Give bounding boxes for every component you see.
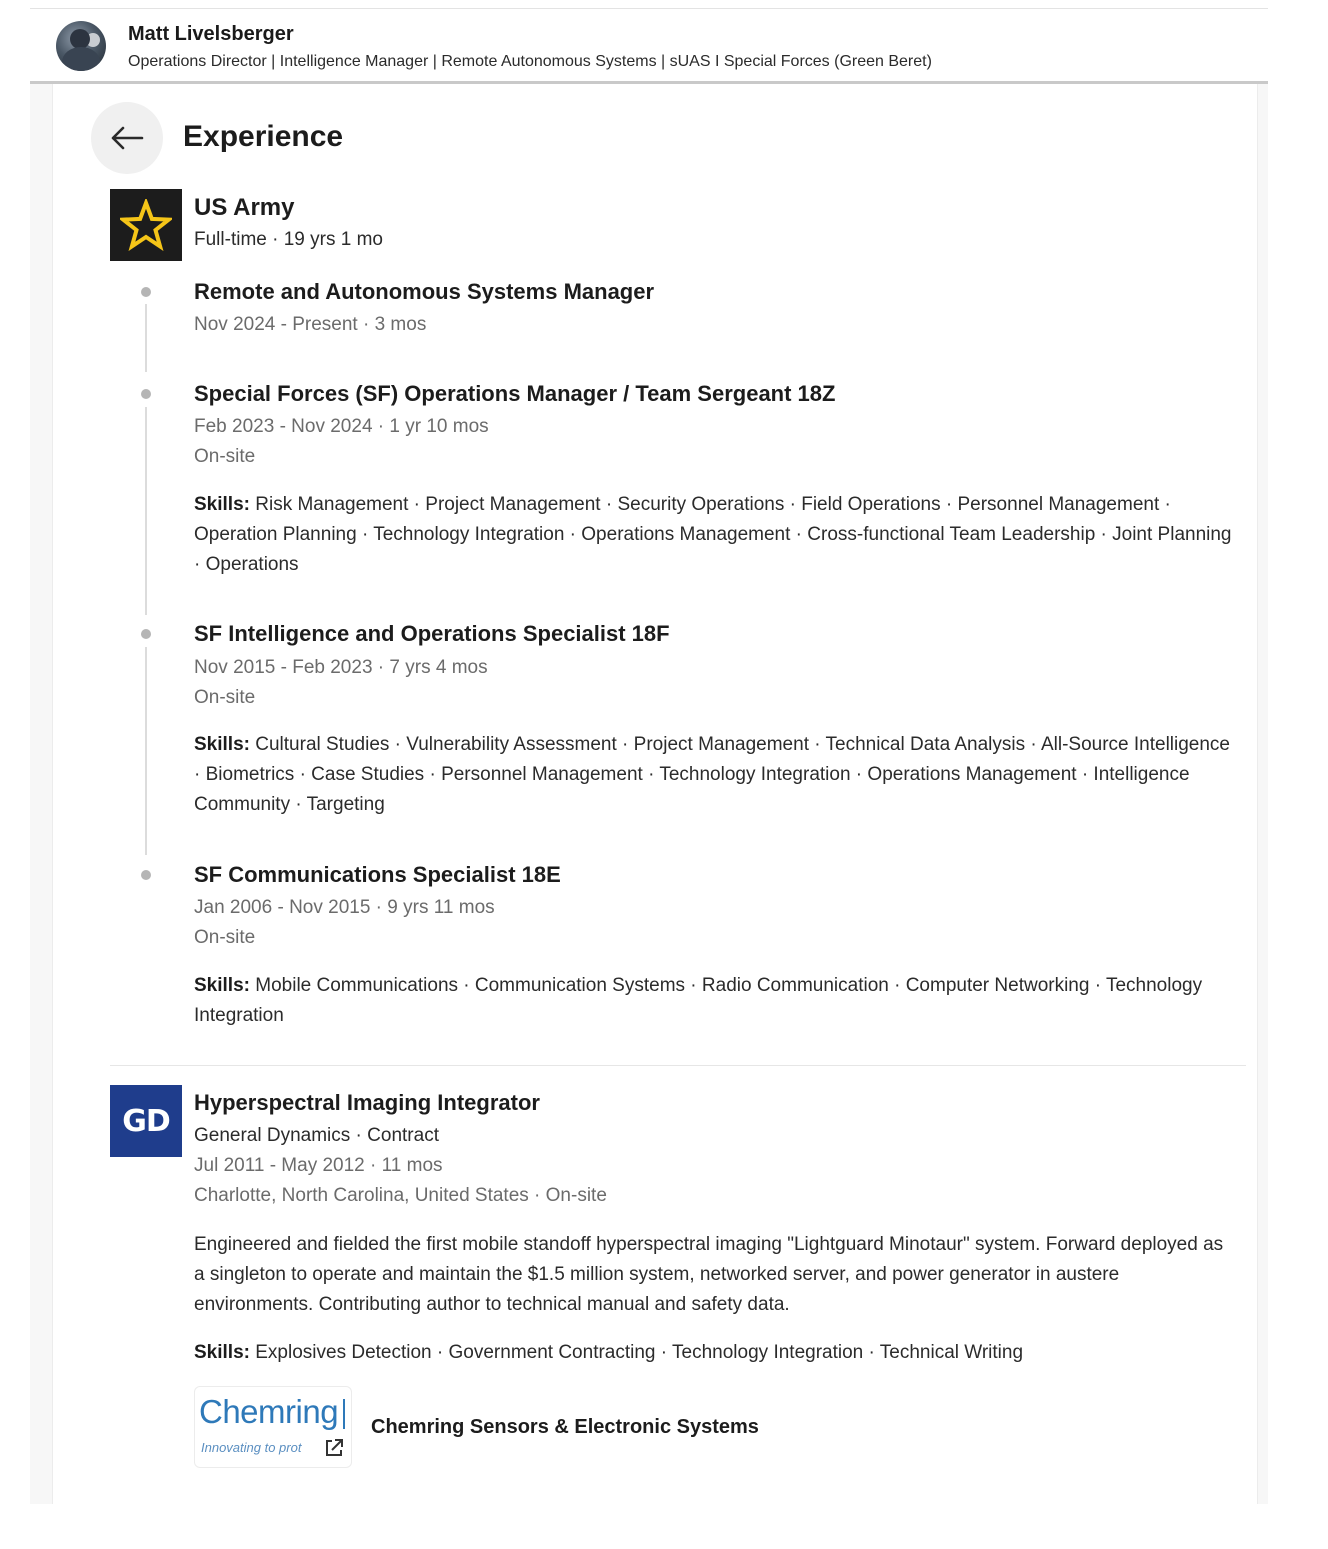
timeline-dot — [141, 629, 151, 639]
timeline-line — [145, 407, 147, 615]
skills-list: Mobile Communications · Communication Systems · Radio Communication · Computer Networking · Technology Integration — [194, 975, 1203, 1026]
divider — [110, 1065, 1246, 1066]
role-title: SF Intelligence and Operations Specialist 18F — [194, 621, 670, 646]
gd-logo-text: GD — [122, 1103, 170, 1139]
role-dates: Nov 2024 - Present · 3 mos — [194, 314, 427, 335]
profile-name[interactable]: Matt Livelsberger — [128, 23, 294, 45]
media-thumbnail[interactable] — [194, 1386, 352, 1468]
star-icon — [120, 199, 172, 251]
company-name-us-army[interactable]: US Army — [194, 194, 295, 221]
external-link-icon — [323, 1437, 345, 1459]
company-meta-us-army: Full-time · 19 yrs 1 mo — [194, 229, 383, 250]
role-description: Engineered and fielded the first mobile standoff hyperspectral imaging "Lightguard Minotaur" system. Forward deployed as a singleton to operate and maintain the $1.5 million system, networked server, and power generator in austere environments. Contributing author to technical manual and safety data. — [194, 1234, 1224, 1315]
role-dates: Nov 2015 - Feb 2023 · 7 yrs 4 mos — [194, 657, 488, 678]
general-dynamics-logo[interactable] — [110, 1085, 182, 1157]
avatar[interactable] — [56, 21, 106, 71]
role-skills — [194, 730, 1234, 820]
us-army-logo[interactable] — [110, 189, 182, 261]
role-title: Special Forces (SF) Operations Manager / Team Sergeant 18Z — [194, 381, 836, 406]
role-location: On-site — [194, 927, 256, 948]
chemring-logo-bar — [343, 1399, 345, 1429]
role-location: On-site — [194, 446, 256, 467]
role-dates: Feb 2023 - Nov 2024 · 1 yr 10 mos — [194, 416, 489, 437]
role-dates: Jan 2006 - Nov 2015 · 9 yrs 11 mos — [194, 897, 495, 918]
timeline-dot — [141, 389, 151, 399]
company-name-general-dynamics[interactable]: General Dynamics · Contract — [194, 1125, 439, 1146]
section-title: Experience — [183, 120, 344, 153]
role-skills — [194, 1338, 1234, 1368]
skills-label: Skills: — [194, 1342, 250, 1363]
role-location: On-site — [194, 687, 256, 708]
profile-headline: Operations Director | Intelligence Manager | Remote Autonomous Systems | sUAS I Special Forces (Green Beret) — [128, 53, 932, 70]
timeline-dot — [141, 870, 151, 880]
skills-list: Risk Management · Project Management · Security Operations · Field Operations · Personnel Management · Operation Planning · Technology Integration · Operations Management · Cross-functional Team Leadership · Joint Planning · Operations — [194, 494, 1232, 575]
skills-label: Skills: — [194, 494, 250, 515]
role-skills — [194, 490, 1234, 580]
role-title: SF Communications Specialist 18E — [194, 862, 561, 887]
timeline-line — [145, 304, 147, 372]
media-title[interactable]: Chemring Sensors & Electronic Systems — [371, 1416, 759, 1438]
role-location: Charlotte, North Carolina, United States · On-site — [194, 1185, 607, 1206]
skills-label: Skills: — [194, 734, 250, 755]
role-title: Hyperspectral Imaging Integrator — [194, 1090, 540, 1115]
chemring-logo: Chemring — [199, 1393, 339, 1430]
timeline-line — [145, 647, 147, 855]
role-dates: Jul 2011 - May 2012 · 11 mos — [194, 1155, 443, 1176]
profile-header — [30, 8, 1268, 84]
back-button[interactable] — [91, 102, 163, 174]
arrow-left-icon — [110, 126, 144, 150]
role-skills — [194, 971, 1234, 1031]
experience-card — [30, 84, 1268, 1504]
experience-card-inner — [52, 84, 1258, 1504]
timeline-dot — [141, 287, 151, 297]
chemring-tagline: Innovating to prot — [201, 1440, 302, 1455]
skills-label: Skills: — [194, 975, 250, 996]
role-title: Remote and Autonomous Systems Manager — [194, 279, 655, 304]
skills-list: Explosives Detection · Government Contracting · Technology Integration · Technical Writing — [249, 1342, 1024, 1363]
skills-list: Cultural Studies · Vulnerability Assessment · Project Management · Technical Data Analysis · All-Source Intelligence · Biometrics · Case Studies · Personnel Management · Technology Integration · Operations Management · Intelligence Community · Targeting — [194, 734, 1230, 815]
